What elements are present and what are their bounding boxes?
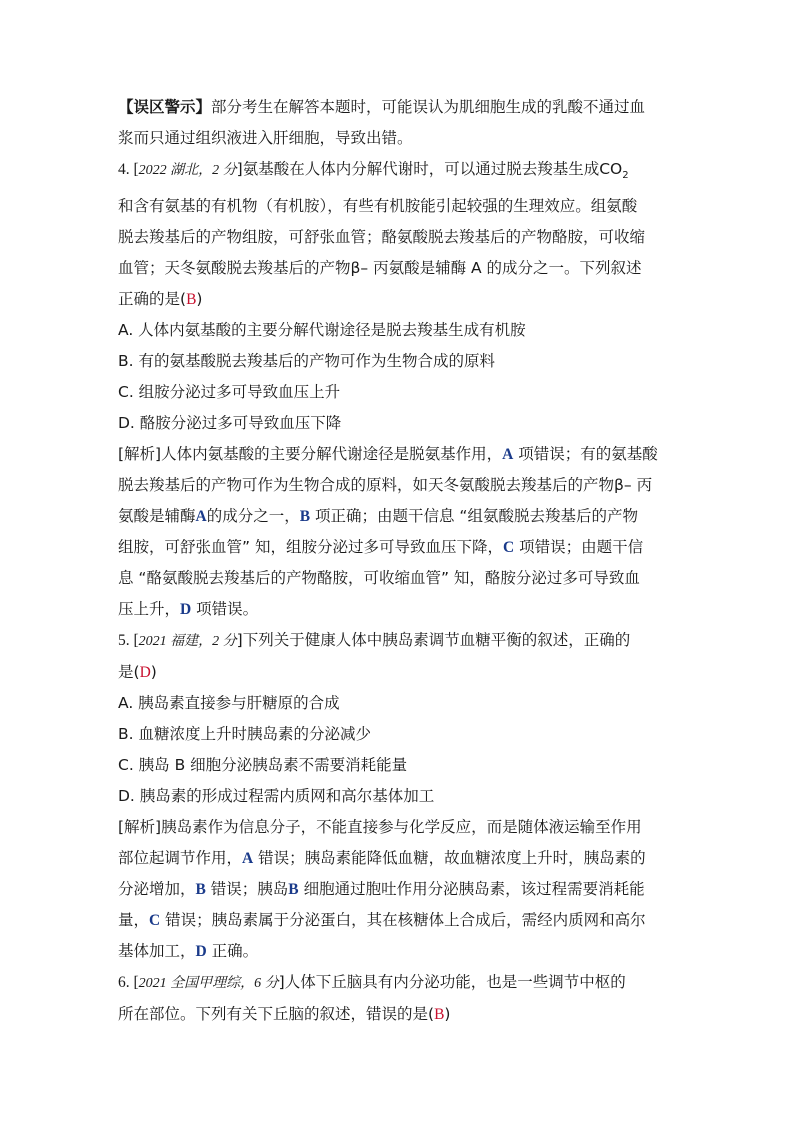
q4-source: 2022 湖北，2 分 (138, 163, 237, 178)
q5-stem-line-2: 是(D) (118, 663, 157, 682)
q4-option-b: B. 有的氨基酸脱去羧基后的产物可作为生物合成的原料 (118, 352, 495, 371)
q4-stem-line-1: 4. [2022 湖北，2 分]氨基酸在人体内分解代谢时，可以通过脱去羧基生成$CO_2$ (118, 160, 629, 182)
warning-tag: 【误区警示】 (118, 98, 212, 116)
q4-stem-line-2: 和含有氨基的有机物（有机胺），有些有机胺能引起较强的生理效应。组氨酸 (118, 197, 638, 216)
q5-source: 2021 福建，2 分 (138, 634, 237, 650)
q5-option-b: B. 血糖浓度上升时胰岛素的分泌减少 (118, 725, 371, 744)
q5-option-d: D. 胰岛素的形成过程需内质网和高尔基体加工 (118, 787, 435, 806)
q4-explanation-line-1: [解析]人体内氨基酸的主要分解代谢途径是脱氨基作用，A 项错误；有的氨基酸 (118, 445, 658, 464)
q5-option-a: A. 胰岛素直接参与肝糖原的合成 (118, 694, 340, 713)
q6-answer: B (434, 1006, 445, 1024)
q5-explanation-line-2: 部位起调节作用，A 错误；胰岛素能降低血糖，故血糖浓度上升时，胰岛素的 (118, 849, 646, 868)
q4-option-c: C. 组胺分泌过多可导致血压上升 (118, 383, 341, 402)
q5-option-c: C. 胰岛 B 细胞分泌胰岛素不需要消耗能量 (118, 756, 408, 775)
q4-stem-line-5: 正确的是(B) (118, 290, 203, 309)
q4-stem-line-3: 脱去羧基后的产物组胺，可舒张血管；酪氨酸脱去羧基后的产物酪胺，可收缩 (118, 228, 646, 247)
warning-line-2: 浆而只通过组织液进入肝细胞，导致出错。 (118, 129, 413, 147)
q4-explanation-line-5: 息 “酪氨酸脱去羧基后的产物酪胺，可收缩血管” 知，酪胺分泌过多可导致血 (118, 569, 640, 588)
q4-answer: B (186, 291, 197, 309)
q4-explanation-line-3: 氨酸是辅酶A的成分之一，B 项正确；由题干信息 “组氨酸脱去羧基后的产物 (118, 507, 638, 526)
q4-explanation-line-2: 脱去羧基后的产物可作为生物合成的原料，如天冬氨酸脱去羧基后的产物β– 丙 (118, 476, 653, 495)
q6-stem-line-2: 所在部位。下列有关下丘脑的叙述，错误的是(B) (118, 1005, 451, 1024)
content (118, 92, 678, 1030)
q4-option-a: A. 人体内氨基酸的主要分解代谢途径是脱去羧基生成有机胺 (118, 321, 526, 340)
q4-stem-line-4: 血管；天冬氨酸脱去羧基后的产物β– 丙氨酸是辅酶 A 的成分之一。下列叙述 (118, 259, 642, 278)
q5-explanation-line-1: [解析]胰岛素作为信息分子，不能直接参与化学反应，而是随体液运输至作用 (118, 818, 642, 837)
q5-answer: D (139, 664, 151, 682)
q6-stem-line-1: 6. [2021 全国甲理综，6 分]人体下丘脑具有内分泌功能，也是一些调节中枢的 (118, 973, 626, 992)
q5-explanation-line-5: 基体加工，D 正确。 (118, 942, 259, 961)
q5-stem-line-1: 5. [2021 福建，2 分]下列关于健康人体中胰岛素调节血糖平衡的叙述，正确的 (118, 631, 631, 650)
q6-source: 2021 全国甲理综，6 分 (138, 976, 279, 992)
q4-explanation-line-4: 组胺，可舒张血管” 知，组胺分泌过多可导致血压下降，C 项错误；由题干信 (118, 538, 644, 557)
q4-option-d: D. 酪胺分泌过多可导致血压下降 (118, 414, 342, 433)
q5-explanation-line-3: 分泌增加，B 错误；胰岛B 细胞通过胞吐作用分泌胰岛素，该过程需要消耗能 (118, 880, 645, 899)
q4-explanation-line-6: 压上升，D 项错误。 (118, 600, 259, 619)
q5-explanation-line-4: 量，C 错误；胰岛素属于分泌蛋白，其在核糖体上合成后，需经内质网和高尔 (118, 911, 646, 930)
warning-line-1: 【误区警示】部分考生在解答本题时，可能误认为肌细胞生成的乳酸不通过血 (118, 98, 646, 116)
